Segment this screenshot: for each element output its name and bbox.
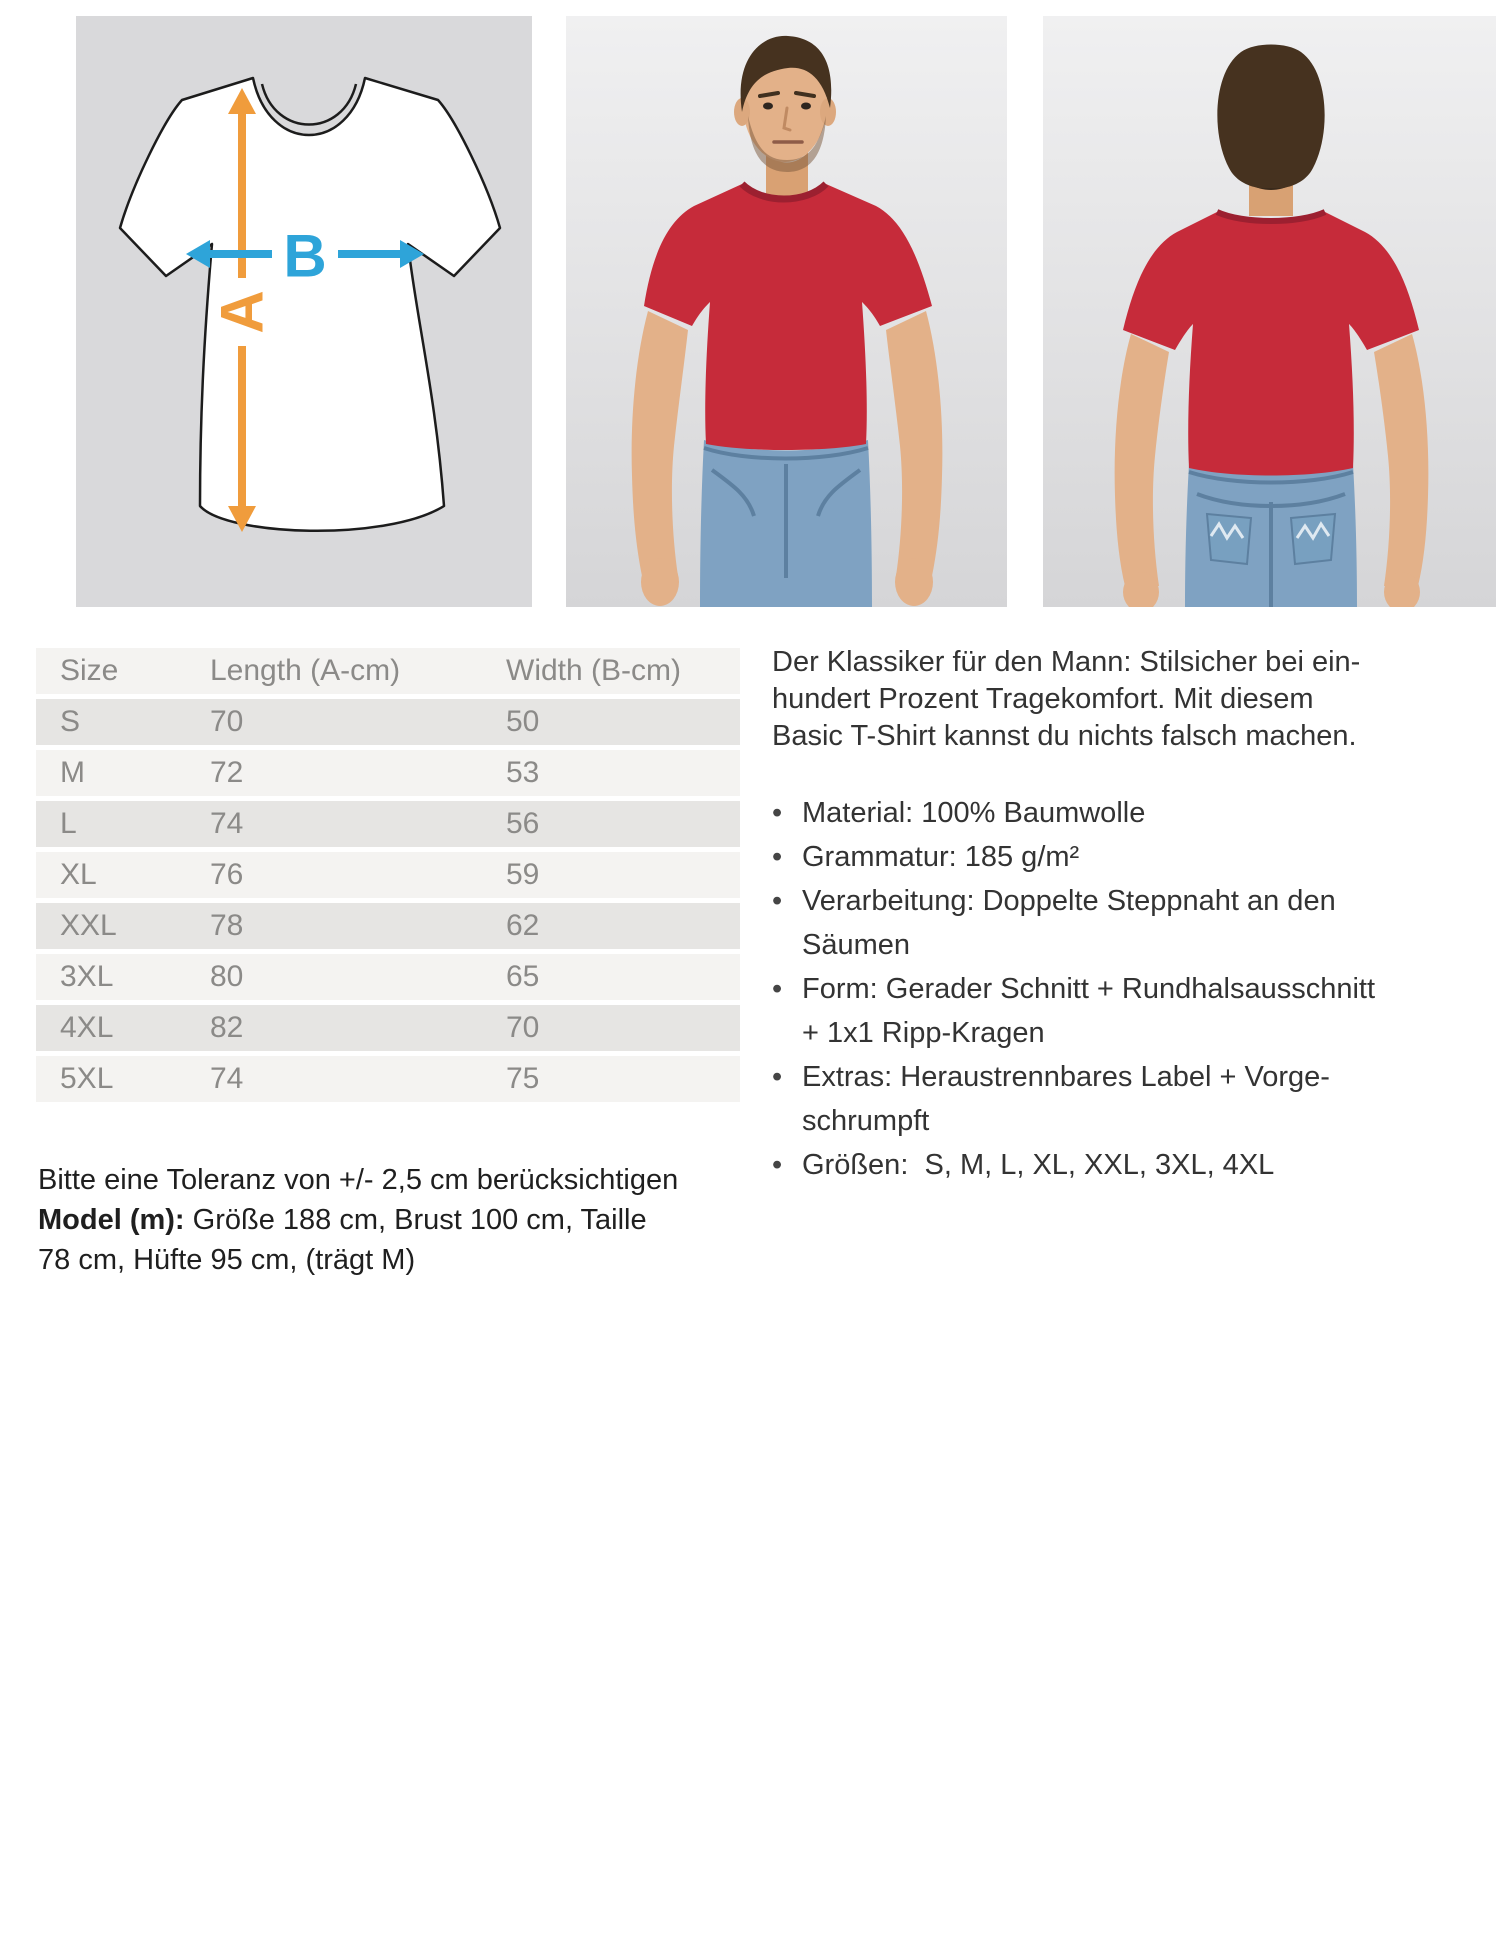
arrow-b-shaft-right	[338, 250, 404, 258]
list-item-verarbeitung	[772, 879, 1462, 967]
size-value: XXL	[60, 909, 117, 942]
bullet-icon	[772, 879, 802, 923]
list-item-text: Material: 100% Baumwolle	[802, 797, 1146, 829]
list-item-text: Größen: S, M, L, XL, XXL, 3XL, 4XL	[802, 1149, 1275, 1181]
label-a: A	[208, 290, 276, 334]
table-row-5xl	[36, 1056, 740, 1102]
list-item-text: Grammatur: 185 g/m²	[802, 841, 1080, 873]
size-value: M	[60, 756, 85, 789]
width-value: 53	[506, 756, 540, 789]
arrow-b-shaft-left	[206, 250, 272, 258]
size-value: 4XL	[60, 1011, 114, 1044]
size-value: S	[60, 705, 81, 738]
list-item-extras	[772, 1055, 1462, 1143]
model-front-illustration	[566, 16, 1007, 607]
hand-left	[641, 558, 679, 606]
size-value: XL	[60, 858, 97, 891]
back-pocket-left	[1207, 514, 1251, 564]
col-header-width: Width (B-cm)	[506, 654, 681, 687]
model-back-illustration	[1043, 16, 1496, 607]
feature-list	[772, 791, 1462, 1187]
description-line: Der Klassiker für den Mann: Stilsicher bei ein-	[772, 646, 1361, 678]
tolerance-note: Bitte eine Toleranz von +/- 2,5 cm berücksichtigen	[38, 1164, 679, 1196]
ear-right	[820, 98, 836, 126]
table-row-l	[36, 801, 740, 847]
length-value: 76	[210, 858, 244, 891]
width-value: 65	[506, 960, 540, 993]
bullet-icon	[772, 1143, 802, 1187]
model-front-photo[interactable]	[566, 16, 1007, 607]
bullet-icon	[772, 791, 802, 835]
size-diagram-image[interactable]	[76, 16, 532, 607]
width-value: 56	[506, 807, 540, 840]
size-table	[36, 648, 740, 1107]
label-b: B	[283, 222, 327, 290]
list-item-form	[772, 967, 1462, 1055]
list-item-grammatur	[772, 835, 1462, 879]
list-item-text: + 1x1 Ripp-Kragen	[802, 1017, 1045, 1049]
table-row-m	[36, 750, 740, 796]
width-value: 75	[506, 1062, 540, 1095]
table-row-3xl	[36, 954, 740, 1000]
size-value: 3XL	[60, 960, 114, 993]
col-header-size: Size	[60, 654, 119, 687]
size-value: 5XL	[60, 1062, 114, 1095]
length-value: 82	[210, 1011, 244, 1044]
size-value: L	[60, 807, 77, 840]
model-back-photo[interactable]	[1043, 16, 1496, 607]
list-item-groessen	[772, 1143, 1462, 1187]
description-line: hundert Prozent Tragekomfort. Mit diesem	[772, 683, 1314, 715]
model-info-label: Model (m):	[38, 1204, 185, 1236]
model-info-line1	[38, 1200, 678, 1240]
arrow-a-shaft-bottom	[238, 346, 246, 510]
list-item-material	[772, 791, 1462, 835]
model-info-line2: 78 cm, Hüfte 95 cm, (trägt M)	[38, 1244, 416, 1276]
width-value: 62	[506, 909, 540, 942]
measurement-note	[38, 1160, 678, 1280]
size-table-header	[36, 648, 740, 694]
length-value: 78	[210, 909, 244, 942]
bullet-icon	[772, 967, 802, 1011]
hand-right	[895, 558, 933, 606]
product-description	[772, 644, 1462, 1187]
length-value: 72	[210, 756, 244, 789]
length-value: 74	[210, 1062, 244, 1095]
model-info-text: Größe 188 cm, Brust 100 cm, Taille	[184, 1204, 647, 1236]
list-item-text: Säumen	[802, 929, 911, 961]
width-value: 70	[506, 1011, 540, 1044]
hair-back	[1217, 45, 1324, 189]
list-item-text: Verarbeitung: Doppelte Steppnaht an den	[802, 885, 1336, 917]
list-item-text: Extras: Heraustrennbares Label + Vorge-	[802, 1061, 1330, 1093]
eye-right	[801, 103, 811, 110]
length-value: 70	[210, 705, 244, 738]
description-line: Basic T-Shirt kannst du nichts falsch machen.	[772, 720, 1357, 752]
eye-left	[763, 103, 773, 110]
bullet-icon	[772, 1055, 802, 1099]
table-row-xxl	[36, 903, 740, 949]
table-row-xl	[36, 852, 740, 898]
table-row-s	[36, 699, 740, 745]
list-item-text: Form: Gerader Schnitt + Rundhalsausschnitt	[802, 973, 1376, 1005]
table-row-4xl	[36, 1005, 740, 1051]
width-value: 59	[506, 858, 540, 891]
length-value: 74	[210, 807, 244, 840]
bullet-icon	[772, 835, 802, 879]
description-paragraph	[772, 644, 1462, 755]
list-item-text: schrumpft	[802, 1105, 930, 1137]
size-diagram	[76, 16, 532, 607]
width-value: 50	[506, 705, 540, 738]
length-value: 80	[210, 960, 244, 993]
col-header-length: Length (A-cm)	[210, 654, 401, 687]
